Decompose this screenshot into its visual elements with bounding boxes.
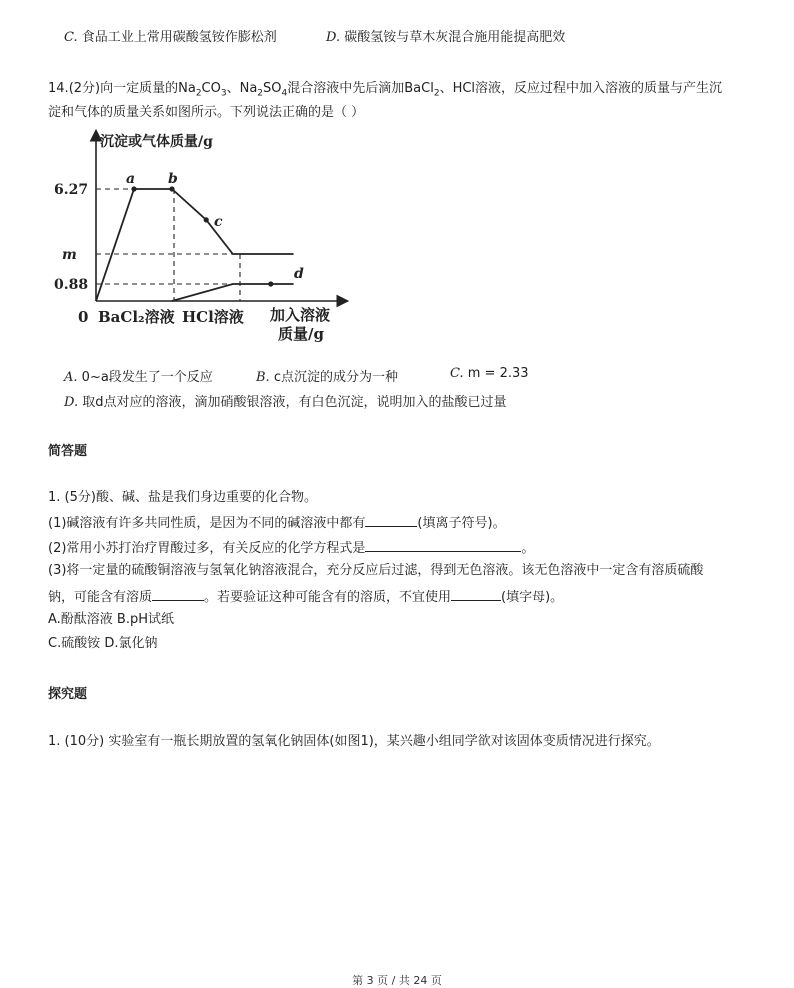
q14-number: 14.	[48, 81, 69, 96]
q14-option-d	[64, 391, 507, 410]
q14-score: (2分)	[68, 81, 101, 96]
q14-option-b	[256, 366, 398, 385]
sa-q1-stem	[48, 488, 317, 508]
prev-option-d-text: 碳酸氢铵与草木灰混合施用能提高肥效	[344, 30, 566, 45]
sa-q1-part3-line1: (3)将一定量的硫酸铜溶液与氢氧化钠溶液混合，充分反应后过滤，得到无色溶液。该无色溶液中一定含有溶质硫酸	[48, 563, 704, 578]
q14-option-c-letter: C.	[450, 366, 464, 381]
sa-q1-part3-line2	[48, 586, 563, 608]
prev-option-c	[64, 26, 277, 45]
y-tick-m: m	[62, 247, 77, 263]
inquiry-heading: 探究题	[48, 687, 88, 702]
origin-label: 0	[78, 308, 89, 326]
q14-option-a	[64, 366, 213, 385]
inq-q1	[48, 732, 660, 752]
sa-part1-hint: (填离子符号)。	[417, 516, 506, 531]
point-d	[268, 281, 273, 286]
point-label-b: b	[168, 171, 178, 187]
q14-text: CO	[201, 81, 221, 96]
sa-part2-end: 。	[521, 541, 535, 556]
q14-text: 、HCl溶液，反应过程中加入溶液的质量与产生沉	[439, 81, 723, 96]
prev-option-d-letter: D.	[326, 30, 341, 45]
point-label-d: d	[294, 266, 304, 282]
point-c	[204, 217, 209, 222]
q14-option-a-text: 0~a段发生了一个反应	[81, 370, 213, 385]
prev-option-c-letter: C.	[64, 30, 78, 45]
q14-option-c-text: m = 2.33	[467, 366, 529, 381]
q14-option-d-text: 取d点对应的溶液，滴加硝酸银溶液，有白色沉淀，说明加入的盐酸已过量	[82, 395, 507, 410]
y-axis-title: 沉淀或气体质量/g	[100, 134, 213, 150]
x-axis-title-line2: 质量/g	[278, 325, 324, 343]
sa-part1-text: (1)碱溶液有许多共同性质，是因为不同的碱溶液中都有	[48, 516, 366, 531]
sa-choices-line2: C.硫酸铵 D.氯化钠	[48, 636, 158, 651]
sa-q1-part1	[48, 512, 506, 534]
sa-part3-text-mid: 。若要验证这种可能含有的溶质，不宜使用	[204, 590, 452, 605]
q14-text: 、Na	[226, 81, 258, 96]
q14-option-b-letter: B.	[256, 370, 270, 385]
short-answer-heading: 简答题	[48, 444, 88, 459]
q14-option-a-letter: A.	[64, 370, 78, 385]
x-axis-title-line1: 加入溶液	[270, 306, 331, 324]
gas-line	[172, 284, 294, 301]
point-label-a: a	[126, 171, 136, 187]
inq-q1-number: 1.	[48, 734, 61, 749]
x-segment-bacl2: BaCl₂溶液	[98, 308, 175, 326]
point-b	[169, 186, 174, 191]
point-a	[131, 186, 136, 191]
answer-blank-choice[interactable]	[451, 586, 501, 601]
q14-option-c	[450, 366, 529, 381]
sa-q1-part2	[48, 537, 534, 559]
q14-option-b-text: c点沉淀的成分为一种	[273, 370, 398, 385]
subscript: 2	[257, 88, 264, 99]
subscript: 2	[433, 88, 440, 99]
q14-stem-line2: 淀和气体的质量关系如图所示。下列说法正确的是（ ）	[48, 105, 365, 120]
y-tick-627: 6.27	[54, 182, 89, 198]
subscript: 3	[220, 88, 227, 99]
answer-blank-solute[interactable]	[152, 586, 204, 601]
q14-text: 混合溶液中先后滴加BaCl	[287, 81, 434, 96]
y-tick-088: 0.88	[54, 277, 89, 293]
q14-option-d-letter: D.	[64, 395, 79, 410]
point-label-c: c	[214, 214, 223, 230]
inq-q1-text: 实验室有一瓶长期放置的氢氧化钠固体(如图1)，某兴趣小组同学欲对该固体变质情况进行探究。	[108, 734, 660, 749]
sa-part3-text: 钠，可能含有溶质	[48, 590, 153, 605]
sa-q1-score: (5分)	[64, 490, 96, 505]
inq-q1-score: (10分)	[64, 734, 105, 749]
prev-option-c-text: 食品工业上常用碳酸氢铵作膨松剂	[81, 30, 277, 45]
subscript: 2	[195, 88, 202, 99]
sa-q1-text: 酸、碱、盐是我们身边重要的化合物。	[95, 490, 317, 505]
q14-text: 向一定质量的Na	[100, 81, 196, 96]
sa-choices-line1: A.酚酞溶液 B.pH试纸	[48, 612, 175, 627]
page-footer: 第 3 页 / 共 24 页	[352, 974, 442, 987]
answer-blank-ion[interactable]	[365, 512, 417, 527]
q14-text: SO	[263, 81, 282, 96]
prev-option-d	[326, 26, 565, 45]
sa-q1-number: 1.	[48, 490, 61, 505]
sa-part2-text: (2)常用小苏打治疗胃酸过多，有关反应的化学方程式是	[48, 541, 366, 556]
answer-blank-equation[interactable]	[365, 537, 521, 552]
subscript: 4	[281, 88, 288, 99]
q14-stem-line1	[48, 79, 722, 104]
x-segment-hcl: HCl溶液	[182, 308, 244, 326]
sa-part3-hint: (填字母)。	[501, 590, 564, 605]
q14-chart	[48, 128, 358, 348]
